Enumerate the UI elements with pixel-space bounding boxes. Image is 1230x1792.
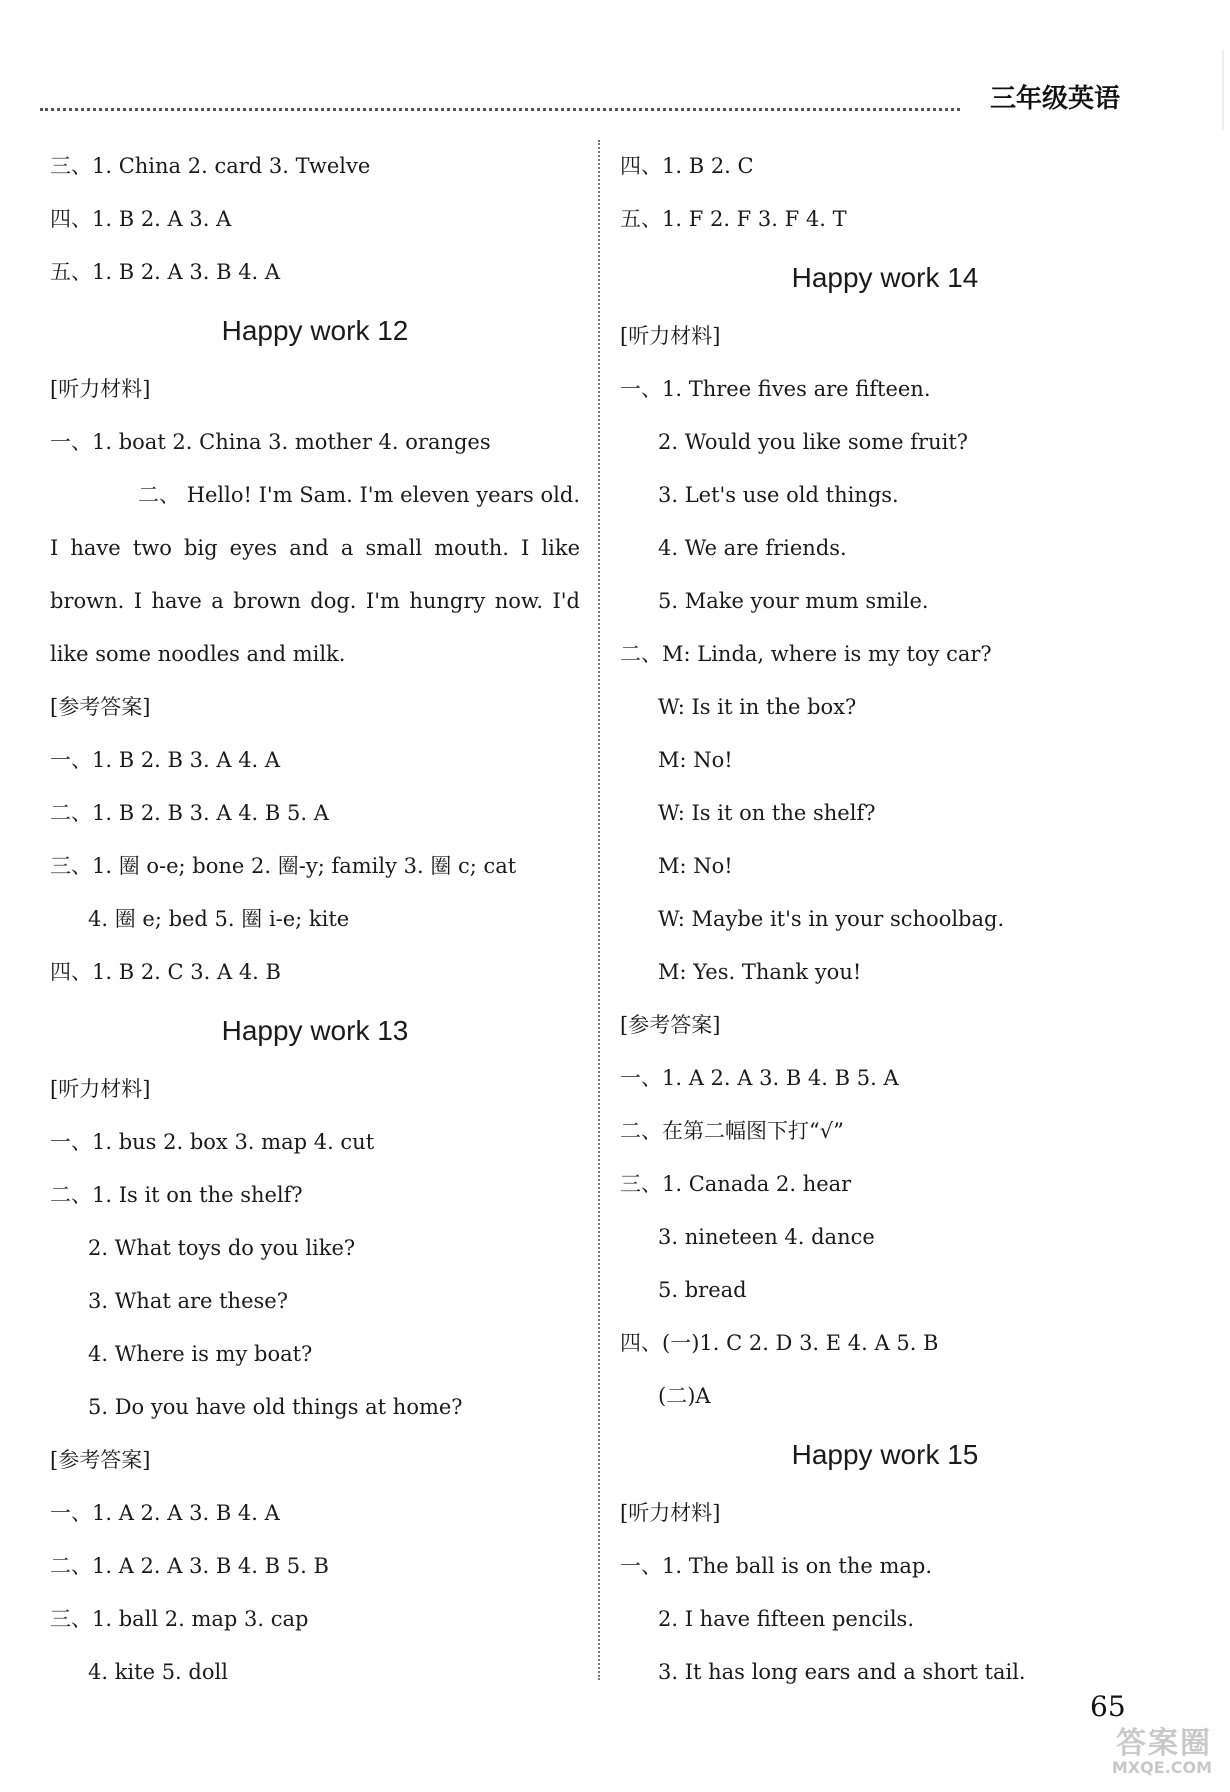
watermark-logo	[1066, 1718, 1216, 1778]
answer-line: 3. nineteen 4. dance	[658, 1225, 875, 1249]
answer-line: W: Maybe it's in your schoolbag.	[658, 907, 1005, 931]
header-title: 三年级英语	[989, 84, 1120, 114]
answer-line: 3. It has long ears and a short tail.	[658, 1660, 1026, 1684]
watermark-text: 答案圈	[1116, 1726, 1212, 1761]
section-label: [听力材料]	[50, 377, 151, 401]
answer-line: 三、1. ball 2. map 3. cap	[50, 1607, 309, 1631]
answer-line: 五、1. F 2. F 3. F 4. T	[620, 207, 847, 231]
answer-line: 3. Let's use old things.	[658, 483, 899, 507]
left-column	[50, 140, 580, 1699]
section-heading: Happy work 13	[221, 1015, 409, 1046]
answer-line: 一、1. The ball is on the map.	[620, 1554, 933, 1578]
answer-line: 四、(一)1. C 2. D 3. E 4. A 5. B	[620, 1331, 939, 1355]
page-header	[40, 78, 1120, 118]
section-label: [参考答案]	[620, 1013, 721, 1037]
answer-line: 4. Where is my boat?	[88, 1342, 313, 1366]
page-number: 65	[1090, 1690, 1126, 1723]
page-edge-mark	[1222, 50, 1230, 130]
column-divider	[598, 140, 600, 1680]
answer-line: 一、1. bus 2. box 3. map 4. cut	[50, 1130, 375, 1154]
answer-line: 3. What are these?	[88, 1289, 288, 1313]
answer-line: 2. What toys do you like?	[88, 1236, 356, 1260]
listening-paragraph: 二、 Hello! I'm Sam. I'm eleven years old. I have two big eyes and a small mouth. I like brown. I have a brown dog. I'm hungry now. I'd like some noodles and milk.	[50, 483, 580, 666]
section-heading: Happy work 12	[221, 315, 409, 346]
answer-line: 4. We are friends.	[658, 536, 847, 560]
answer-line: 二、在第二幅图下打“√”	[620, 1119, 844, 1143]
answer-line: 四、1. B 2. C 3. A 4. B	[50, 960, 281, 984]
answer-line: 一、1. boat 2. China 3. mother 4. oranges	[50, 430, 491, 454]
answer-line: W: Is it in the box?	[658, 695, 857, 719]
watermark-url: MXQE.COM	[1111, 1758, 1212, 1777]
answer-line: 5. Do you have old things at home?	[88, 1395, 463, 1419]
section-label: [参考答案]	[50, 1448, 151, 1472]
header-dotted-rule	[40, 108, 960, 111]
section-label: [听力材料]	[50, 1077, 151, 1101]
answer-line: 二、1. A 2. A 3. B 4. B 5. B	[50, 1554, 329, 1578]
answer-line: 一、1. Three fives are fifteen.	[620, 377, 931, 401]
answer-line: W: Is it on the shelf?	[658, 801, 876, 825]
answer-line: 2. Would you like some fruit?	[658, 430, 969, 454]
answer-line: 五、1. B 2. A 3. B 4. A	[50, 260, 281, 284]
section-heading: Happy work 15	[791, 1439, 979, 1470]
answer-line: 5. Make your mum smile.	[658, 589, 929, 613]
answer-line: M: Yes. Thank you!	[658, 960, 862, 984]
answer-line: 三、1. China 2. card 3. Twelve	[50, 154, 371, 178]
answer-line: 三、1. 圈 o-e; bone 2. 圈-y; family 3. 圈 c; cat	[50, 854, 517, 878]
answer-line: 二、1. B 2. B 3. A 4. B 5. A	[50, 801, 329, 825]
section-label: [听力材料]	[620, 324, 721, 348]
answer-line: 2. I have fifteen pencils.	[658, 1607, 915, 1631]
section-label: [参考答案]	[50, 695, 151, 719]
answer-line: 二、1. Is it on the shelf?	[50, 1183, 303, 1207]
right-column	[620, 140, 1150, 1699]
section-heading: Happy work 14	[791, 262, 979, 293]
answer-line: 4. kite 5. doll	[88, 1660, 228, 1684]
section-label: [听力材料]	[620, 1501, 721, 1525]
answer-line: M: No!	[658, 854, 733, 878]
answer-line: 4. 圈 e; bed 5. 圈 i-e; kite	[88, 907, 350, 931]
answer-line: (二)A	[658, 1384, 711, 1408]
answer-line: 一、1. A 2. A 3. B 4. A	[50, 1501, 280, 1525]
answer-line: 一、1. A 2. A 3. B 4. B 5. A	[620, 1066, 899, 1090]
answer-line: 四、1. B 2. C	[620, 154, 754, 178]
answer-line: 四、1. B 2. A 3. A	[50, 207, 232, 231]
answer-line: 三、1. Canada 2. hear	[620, 1172, 852, 1196]
answer-line: 一、1. B 2. B 3. A 4. A	[50, 748, 281, 772]
answer-line: M: No!	[658, 748, 733, 772]
answer-line: 5. bread	[658, 1278, 747, 1302]
answer-line: 二、M: Linda, where is my toy car?	[620, 642, 992, 666]
